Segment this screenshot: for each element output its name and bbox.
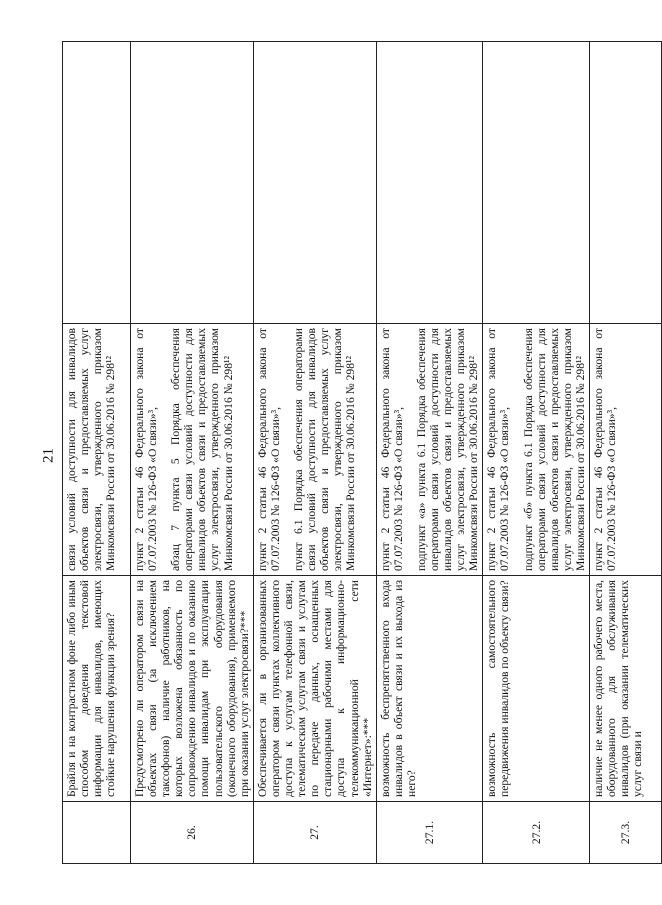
table-row xyxy=(131,42,254,864)
row-number: 27.1. xyxy=(376,802,483,864)
order-reference: пункт 6.1 Порядка обеспечения операторами связи условий доступности для инвалидов объектов связи и предоставляемых услуг электросвязи, утвержденного приказом Минкомсвязи России от 30.06.2016 № 298¹² xyxy=(292,328,358,571)
table-row xyxy=(253,42,376,864)
docs-cell: связи условий доступности для инвалидов объектов связи и предоставляемых услуг электросвязи, утвержденного приказом Минкомсвязи России от 30.06.2016 № 298¹² xyxy=(63,324,131,576)
page-number: 21 xyxy=(40,448,57,463)
law-reference: пункт 2 статьи 46 Федерального закона от 07.07.2003 № 126-ФЗ «О связи»³, xyxy=(592,328,619,571)
question-cell: Обеспечивается ли в организованных оператором связи пунктах коллективного доступа к услугам телефонной связи, телематическим услугам связи и услугам по передаче данных, оснащенных стационарными рабочими местами для доступа к информационно-телекоммуникационной сети «Интернет»:*** xyxy=(253,576,376,802)
spacer xyxy=(159,328,169,571)
question-cell: Брайля и на контрастном фоне либо иным способом доведения текстовой информации для инвалидов, имеющих стойкие нарушения функции зрения? xyxy=(63,576,131,802)
question-cell: возможность беспрепятственного входа инвалидов в объект связи и их выхода из него? xyxy=(376,576,483,802)
spacer xyxy=(405,328,415,571)
row-number: 26. xyxy=(131,802,254,864)
table-row xyxy=(483,42,590,864)
legal-basis-cell xyxy=(131,324,254,576)
law-reference: пункт 2 статьи 46 Федерального закона от 07.07.2003 № 126-ФЗ «О связи»³, xyxy=(255,328,282,571)
row-number xyxy=(63,802,131,864)
rotated-content xyxy=(62,42,645,864)
row-number: 27. xyxy=(253,802,376,864)
legal-basis-cell xyxy=(590,324,662,576)
order-reference: подпункт «б» пункта 6.1 Порядка обеспечения операторами связи условий доступности для инвалидов объектов связи и предоставляемых услуг электросвязи, утвержденного приказом Минкомсвязи России от 30.06.2016 № 298¹² xyxy=(521,328,587,571)
question-cell: Предусмотрено ли оператором связи на объектах связи (за исключением таксофонов) наличие работников, на которых возложена обязанность по сопровождению инвалидов и по оказанию помощи инвалидам при эксплуатации пользовательского оборудования (оконечного оборудования), применяемого при оказании услуг электросвязи?*** xyxy=(131,576,254,802)
legal-basis-cell xyxy=(376,324,483,576)
question-cell: возможность самостоятельного передвижения инвалидов по объекту связи? xyxy=(483,576,590,802)
empty-cell xyxy=(131,42,254,324)
row-number: 27.2. xyxy=(483,802,590,864)
table-row xyxy=(63,42,131,864)
empty-cell xyxy=(483,42,590,324)
empty-cell xyxy=(253,42,376,324)
table-row xyxy=(376,42,483,864)
spacer xyxy=(512,328,522,571)
rotated-page xyxy=(62,42,645,864)
empty-cell xyxy=(376,42,483,324)
legal-basis-cell xyxy=(253,324,376,576)
order-reference: подпункт «а» пункта 6.1 Порядка обеспечения операторами связи условий доступности для инвалидов объектов связи и предоставляемых услуг электросвязи, утвержденного приказом Минкомсвязи России от 30.06.2016 № 298¹² xyxy=(414,328,481,571)
question-cell: наличие не менее одного рабочего места, оборудованного для обслуживания инвалидов (при оказании телематических услуг связи и xyxy=(590,576,662,802)
empty-cell xyxy=(63,42,131,324)
empty-cell xyxy=(590,42,662,324)
law-reference: пункт 2 статьи 46 Федерального закона от 07.07.2003 № 126-ФЗ «О связи»³, xyxy=(378,328,405,571)
spacer xyxy=(282,328,292,571)
table-row xyxy=(590,42,662,864)
order-reference: абзац 7 пункта 5 Порядка обеспечения операторами связи условий доступности для инвалидов объектов связи и предоставляемых услуг электросвязи, утвержденного приказом Минкомсвязи России от 30.06.2016 № 298¹² xyxy=(169,328,235,571)
row-number: 27.3. xyxy=(590,802,662,864)
legal-basis-cell xyxy=(483,324,590,576)
checklist-table xyxy=(62,41,662,864)
law-reference: пункт 2 статьи 46 Федерального закона от 07.07.2003 № 126-ФЗ «О связи»³, xyxy=(485,328,512,571)
law-reference: пункт 2 статьи 46 Федерального закона от 07.07.2003 № 126-ФЗ «О связи»³, xyxy=(133,328,160,571)
